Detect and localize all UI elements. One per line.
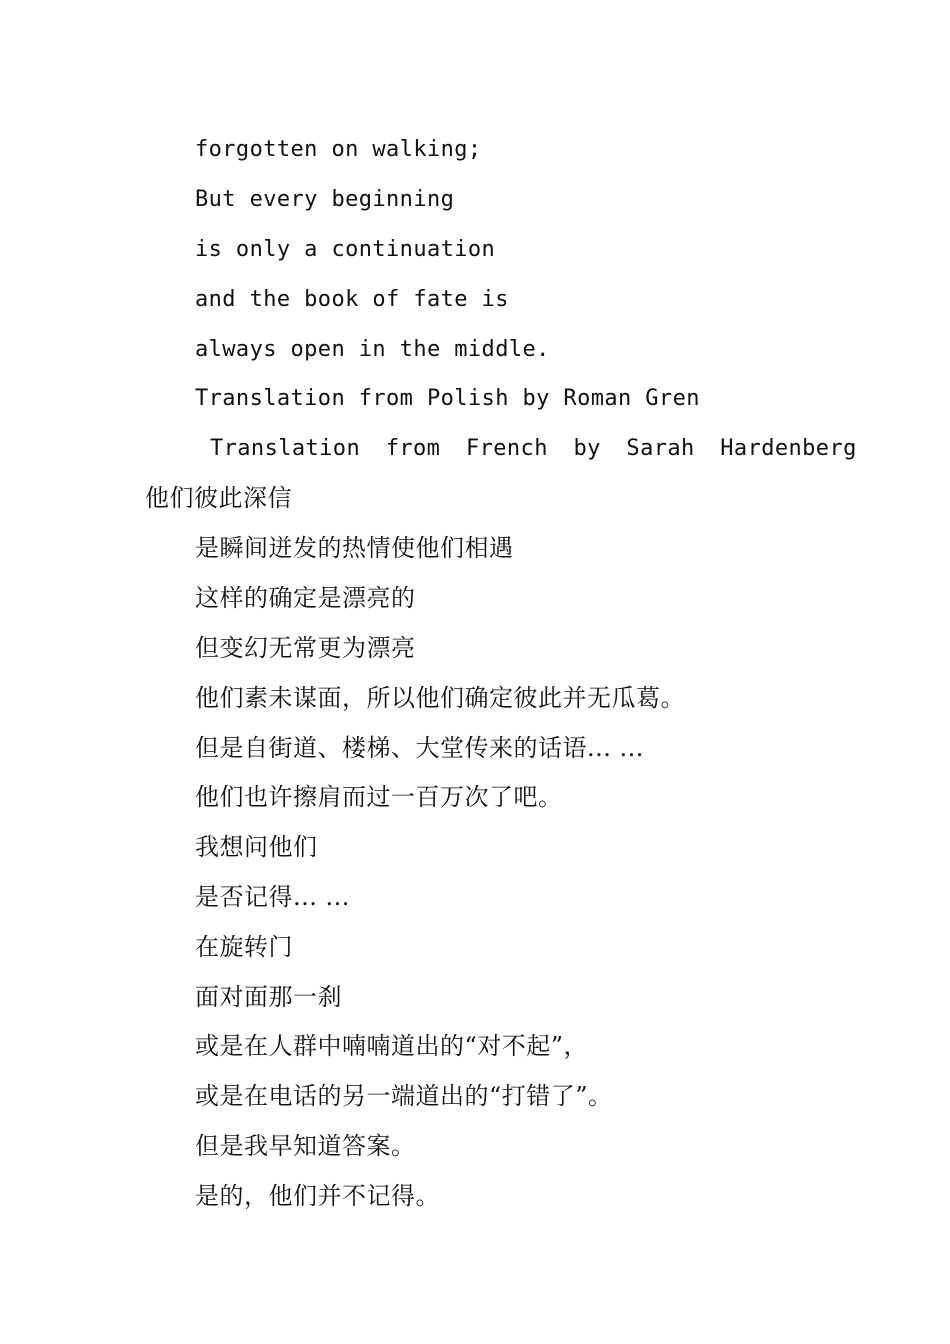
poem-line-zh-13: 但是我早知道答案。: [195, 1132, 416, 1160]
poem-line-en-4: and the book of fate is: [195, 287, 509, 312]
poem-line-zh-4: 他们素未谋面，所以他们确定彼此并无瓜葛。: [195, 684, 685, 712]
poem-line-zh-10: 面对面那一刹: [195, 983, 342, 1011]
poem-line-zh-2: 这样的确定是漂亮的: [195, 584, 416, 612]
poem-line-zh-3: 但变幻无常更为漂亮: [195, 634, 416, 662]
poem-line-zh-14: 是的，他们并不记得。: [195, 1182, 440, 1210]
poem-line-zh-12: 或是在电话的另一端道出的“打错了”。: [195, 1082, 613, 1110]
poem-line-en-3: is only a continuation: [195, 237, 496, 262]
poem-line-zh-11: 或是在人群中喃喃道出的“对不起”，: [195, 1032, 589, 1060]
poem-line-en-1: forgotten on walking;: [195, 137, 482, 162]
poem-line-zh-7: 我想问他们: [195, 833, 318, 861]
poem-line-zh-9: 在旋转门: [195, 933, 293, 961]
poem-heading-line-zh: 他们彼此深信: [145, 484, 292, 512]
poem-line-zh-5: 但是自街道、楼梯、大堂传来的话语... ...: [195, 734, 644, 762]
poem-line-zh-1: 是瞬间迸发的热情使他们相遇: [195, 534, 514, 562]
poem-line-zh-6: 他们也许擦肩而过一百万次了吧。: [195, 783, 563, 811]
poem-line-en-2: But every beginning: [195, 187, 455, 212]
translation-credit-french: Translation from French by Sarah Hardenberg: [210, 436, 857, 461]
poem-line-en-5: always open in the middle.: [195, 337, 550, 362]
translation-credit-polish: Translation from Polish by Roman Gren: [195, 386, 700, 411]
poem-line-zh-8: 是否记得... ...: [195, 883, 350, 911]
